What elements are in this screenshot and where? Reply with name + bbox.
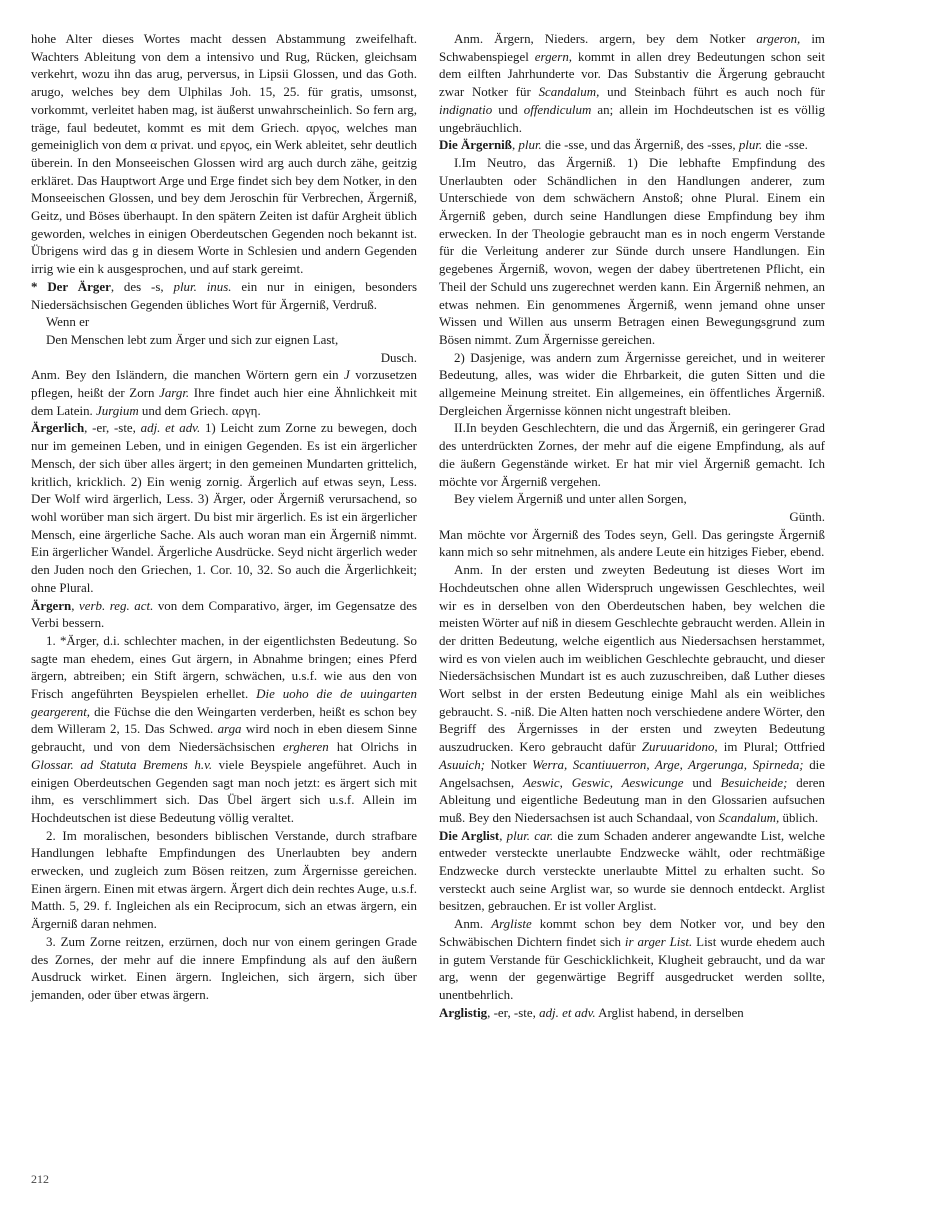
page-number: 212 xyxy=(31,1172,49,1186)
verse-line: Den Menschen lebt zum Ärger und sich zur eignen Last, xyxy=(46,331,339,347)
entry-arglistig: Arglistig, -er, -ste, adj. et adv. Arglist habend, in derselben xyxy=(439,1004,744,1020)
verse-line: Wenn er xyxy=(46,314,90,330)
entry-arglist: Die Arglist, plur. car. die zum Schaden anderer angewandte List, welche entweder versteckte unerlaubte Endzwecke wählt, oder rechtmäßige Endzwecke durch versteckte unerlaubte Mittel zu erhalten sucht. So versteckt auch seine Arglist war, so wurde sie dennoch entdeckt. Arglist besitzen, gebrauchen. Er ist voller Arglist. xyxy=(439,827,825,914)
entry-aergernis: Die Ärgerniß, plur. die -sse, und das Ärgerniß, des -sses, plur. die -sse. xyxy=(439,137,808,153)
sense-I-2: 2) Dasjenige, was andern zum Ärgernisse gereichet, und in weiterer Bedeutung, alles, was wider die Ehrbarkeit, die guten Sitten und die allgemeine Meinung streitet. Ein allgemeines, ein öffentliches Ärgerniß. Dergleichen Ärgernisse können nicht ungestraft bleiben. xyxy=(439,349,825,418)
verse-attribution: Dusch. xyxy=(380,349,417,365)
headword: Ärgerlich xyxy=(31,420,85,436)
sense-2: 2. Im moralischen, besonders biblischen Verstande, durch strafbare Handlungen lebhafte Empfindungen des Unerlaubten bey andern erwecken, und zugleich zum Bösen reitzen, zum Ärgernisse gereichen. Einen ärgern. Einen mit etwas ärgern. Ärgert dich dein rechtes Auge, u.s.f. Matth. 5, 29. f. Ingleichen als ein Reciprocum, sich an etwas ärgern, ein Ärgerniß daran nehmen. xyxy=(31,827,417,932)
sense-1: 1. *Ärger, d.i. schlechter machen, in der eigentlichsten Bedeutung. So sagte man ehedem, eines Gut ärgern, in Abnahme bringen; eines Pferd ärgern, abtreiben; ein Stift ärgern, schwächen, u.s.f. wie aus den von Frisch angeführten Beyspielen erhellet. Die uoho die de uuingarten geargerent, die Füchse die den Weingarten verderben, heißt es schon bey dem Willeram 2, 15. Das Schwed. arga wird noch in eben diesem Sinne gebraucht, und von dem Niedersächsischen ergheren hat Olrichs in Glossar. ad Statuta Bremens h.v. viele Beyspiele angeführet. Auch in einigen Oberdeutschen Gegenden sagt man noch jetzt: es ärgert sich mit ihm, es verschlimmert sich. Das Übel ärgert sich u.s.f. Allein im Hochdeutschen ist diese Bedeutung völlig veraltet. xyxy=(31,632,417,825)
note-paragraph: Anm. Argliste kommt schon bey dem Notker vor, und bey den Schwäbischen Dichtern findet sich ir arger List. List wurde ehedem auch in gutem Verstande für Geschicklichkeit, Klugheit gebraucht, und da war arg, wenn der gegenwärtige Begriff ausgedrucket werden sollte, unentbehrlich. xyxy=(439,916,825,1002)
headword: Ärgern xyxy=(31,597,72,613)
right-column xyxy=(439,30,825,1021)
sense-3: 3. Zum Zorne reitzen, erzürnen, doch nur von einem geringen Grade des Zornes, der mehr auf die innere Empfindung als auf den äußern Ausdruck wirket. Einen ärgern. Ingleichen, sich ärgern, sich über jemanden, oder über etwas ärgern. xyxy=(31,933,417,1002)
entry-aergern: Ärgern, verb. reg. act. von dem Comparativo, ärger, im Gegensatze des Verbi bessern. xyxy=(31,597,418,631)
headword: Arglistig xyxy=(439,1004,488,1020)
left-column xyxy=(31,30,417,1004)
headword: Die Arglist xyxy=(439,827,500,843)
sense-II: II.In beyden Geschlechtern, die und das Ärgerniß, ein geringerer Grad des unterdrückten Zornes, der mehr auf die eigene Empfindung, als auf die äußern Gegenstände wirket. Er hat mir viel Ärgerniß gemacht. Ich möchte vor Ärgerniß vergehen. xyxy=(439,420,825,489)
sense-I: I.Im Neutro, das Ärgerniß. 1) Die lebhafte Empfindung des Unerlaubten oder Schändlichen in den Handlungen anderer, zum Unterschiede von dem schwächern Anstoß; ohne Plural. Einem ein Ärgerniß geben, durch seine Handlungen diese Empfindung bey ihm erwecken. In der Theologie gebraucht man es in noch engerm Verstande für die Verleitung anderer zur Sünde durch unsere Handlungen. Ein gegebenes Ärgerniß, wovon, wegen der dabey übertretenen Pflicht, ein Theil der Schuld uns zugerechnet werden kann. Ein Ärgerniß nehmen, an etwas nehmen. Ein genommenes Ärgerniß, wenn jemand ohne unser Wissen und Willen aus unserm Betragen einen Bewegungsgrund zum Bösen nimmt. Zum Ärgernisse gereichen. xyxy=(439,154,825,347)
note-paragraph: Anm. Ärgern, Nieders. argern, bey dem Notker argeron, im Schwabenspiegel ergern, kommt in allen drey Bedeutungen schon seit dem eilften Jahrhunderte vor. Das Substantiv die Ärgerung gebraucht zwar Notker für Scandalum, und Steinbach führt es auch noch für indignatio und offendiculum an; allein im Hochdeutschen ist es völlig ungebräuchlich. xyxy=(439,31,825,135)
entry-aerger: * Der Ärger, des -s, plur. inus. ein nur in einigen, besonders Niedersächsischen Gegenden übliches Wort für Ärgerniß, Verdruß. xyxy=(31,278,417,312)
entry-aergerlich: Ärgerlich, -er, -ste, adj. et adv. 1) Leicht zum Zorne zu bewegen, doch nur im gemeinen Leben, und in einigen Gegenden. Es ist ein ärgerlicher Mensch, der sich über alles ärgert; in den gemeinen Mundarten grittelich, kritlich, kricklich. 2) Ein wenig zornig. Ärgerlich auf etwas seyn, Less. Der Wolf wird ärgerlich, Less. 3) Ärger, oder Ärgerniß verursachend, so wohl worüber man sich ärgert. Du bist mir ärgerlich. Es ist ein ärgerlicher Mensch, eine ärgerliche Sache. Als auch woran man ein Ärgerniß nimmt. Ein ärgerlicher Wandel. Ärgerliche Ausdrücke. Seyd nicht ärgerlich weder den Juden noch den Griechen, 1. Cor. 10, 32. So auch die Ärgerlichkeit; ohne Plural. xyxy=(31,420,417,595)
verse-attribution: Günth. xyxy=(789,508,825,524)
quote-paragraph: Man möchte vor Ärgerniß des Todes seyn, Gell. Das geringste Ärgerniß kann mich so sehr mitnehmen, als andere Leute ein hitziges Fieber, ebend. xyxy=(439,526,825,560)
note-paragraph: Anm. Bey den Isländern, die manchen Wörtern gern ein J vorzusetzen pflegen, heißt der Zorn Jargr. Ihre findet auch hier eine Ähnlichkeit mit dem Latein. Jurgium und dem Griech. αργη. xyxy=(31,367,417,418)
verse-line: Bey vielem Ärgerniß und unter allen Sorgen, xyxy=(454,491,687,507)
headword: * Der Ärger xyxy=(31,278,111,294)
continuation-paragraph: hohe Alter dieses Wortes macht dessen Abstammung zweifelhaft. Wachters Ableitung von dem a intensivo und Rug, Rücken, gleichsam verkehrt, wozu ihn das arug, perversus, in Lipsii Glossen, und das Goth. arugo, welches bey dem Ulphilas Joh. 15, 25. für gratis, umsonst, vorkommt, verleitet haben mag, ist äußerst unwahrscheinlich. So fern arg, träge, faul bedeutet, kommt es mit dem Griech. αργος, welches man gemeiniglich von dem α privat. und εργος, ein Werk ableitet, sehr deutlich überein. In den Monseeischen Glossen wird arg auch durch zähe, geitzig erkläret. Das Hauptwort Arge und Erge findet sich bey dem Notker, in den Monseeischen Glossen, und bey dem Jeroschin für Verbrechen, Ärgerniß, Geitz, und Böses überhaupt. In den spätern Zeiten ist dafür Argheit üblich geworden, welches in einigen Oberdeutschen Gegenden noch bekannt ist. Übrigens wird das g in diesem Worte in Schlesien und andern Gegenden irrig wie ein k ausgesprochen, und auf stark gereimt. xyxy=(31,31,417,277)
note-paragraph: Anm. In der ersten und zweyten Bedeutung ist dieses Wort im Hochdeutschen ohne allen Widerspruch ungewissen Geschlechtes, weil wir es in derselben von den Oberdeutschen haben, bey welchen die meisten Wörter auf niß in diesem Geschlechte gebraucht werden. Allein in der dritten Bedeutung, welche eigentlich aus Niedersachsen herstammet, wird es von vielen auch im weiblichen Geschlechte gebraucht, und dieser Niedersächsischen Mundart ist es auch zuzuschreiben, daß Luther dieses Wort selbst in der ersten Bedeutung einige Mahl als ein weibliches gebraucht. S. -niß. Die Alten hatten noch verschiedene andere Wörter, den Begriff des Ärgernisses in der ersten und zweyten Bedeutung auszudrucken. Kero gebraucht dafür Zuruuaridono, im Plural; Ottfried Asuuich; Notker Werra, Scantiuuerron, Arge, Argerunga, Spirneda; die Angelsachsen, Aeswic, Geswic, Aeswicunge und Besuicheide; deren Ableitung und eigentliche Bedeutung man in den Glossarien aufsuchen muß. Bey den Niedersachsen ist auch Schandaal, von Scandalum, üblich. xyxy=(439,562,826,825)
headword: Die Ärgerniß xyxy=(439,137,512,153)
